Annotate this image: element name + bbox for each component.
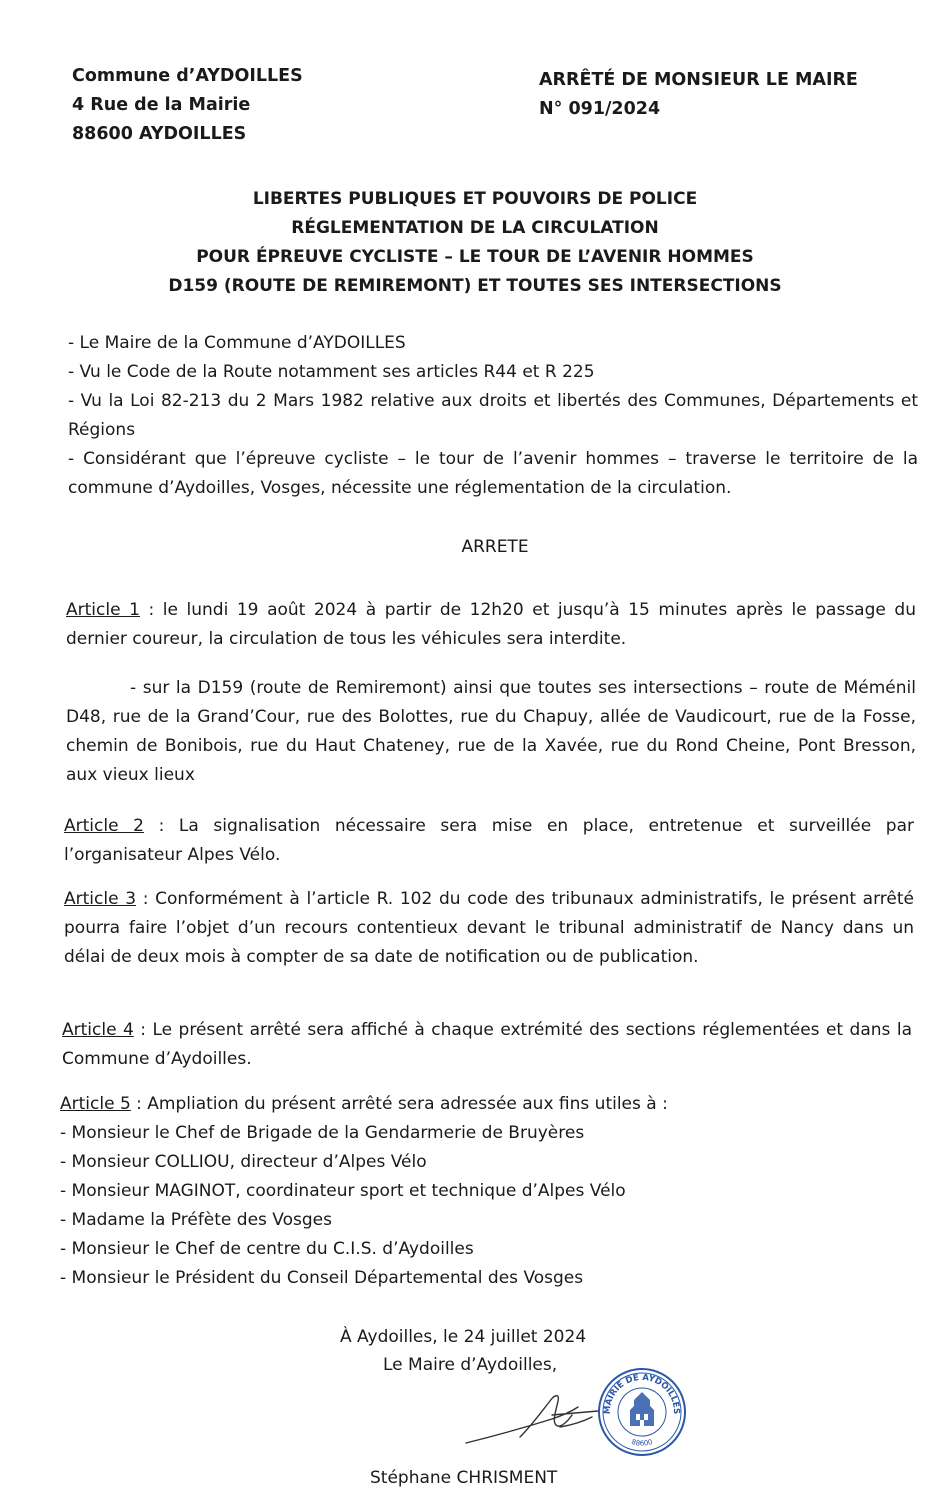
sender-line-commune: Commune d’AYDOILLES — [72, 66, 303, 86]
title-line-4: D159 (ROUTE DE REMIREMONT) ET TOUTES SES INTERSECTIONS — [168, 276, 782, 296]
document-title — [60, 185, 890, 301]
article-1-detail: - sur la D159 (route de Remiremont) ainsi que toutes ses intersections – route de Méménil D48, rue de la Grand’Cour, rue des Bolottes, rue du Chapuy, allée de Vaudicourt, rue de la Fosse, chemin de Bonibois, rue du Haut Chateney, rue de la Xavée, rue du Rond Cheine, Pont Bresson, aux vieux lieux — [66, 678, 916, 785]
article-1-text: : le lundi 19 août 2024 à partir de 12h20 et jusqu’à 15 minutes après le passage du dernier coureur, la circulation de tous les véhicules sera interdite. — [66, 600, 916, 649]
svg-text:88600 — [630, 1438, 653, 1448]
arrete-heading: ARRETE — [461, 537, 529, 557]
article-3 — [64, 885, 914, 972]
place-and-date: À Aydoilles, le 24 juillet 2024 — [340, 1327, 587, 1347]
decree-heading — [539, 66, 858, 124]
recipient-item: - Monsieur MAGINOT, coordinateur sport et technique d’Alpes Vélo — [60, 1181, 626, 1201]
article-3-label: Article 3 — [64, 889, 137, 909]
recipient-item: - Monsieur COLLIOU, directeur d’Alpes Vélo — [60, 1152, 427, 1172]
recipient-item: - Monsieur le Chef de centre du C.I.S. d’Aydoilles — [60, 1239, 474, 1259]
article-5-text: : Ampliation du présent arrêté sera adressée aux fins utiles à : — [130, 1094, 668, 1114]
recipient-item: - Madame la Préfète des Vosges — [60, 1210, 332, 1230]
article-2 — [64, 812, 914, 870]
considerant-item: - Vu le Code de la Route notamment ses articles R44 et R 225 — [68, 362, 595, 382]
article-5 — [60, 1090, 910, 1293]
signatory-name: Stéphane CHRISMENT — [370, 1468, 558, 1488]
article-5-label: Article 5 — [60, 1094, 131, 1114]
sender-address — [72, 62, 303, 149]
official-stamp — [596, 1366, 688, 1458]
decree-heading-title: ARRÊTÉ DE MONSIEUR LE MAIRE — [539, 70, 858, 90]
article-4 — [62, 1016, 912, 1074]
considerant-item: - Considérant que l’épreuve cycliste – le tour de l’avenir hommes – traverse le territoire de la commune d’Aydoilles, Vosges, nécessite une réglementation de la circulation. — [68, 449, 918, 498]
considerant-item: - Le Maire de la Commune d’AYDOILLES — [68, 333, 406, 353]
stamp-top-text: MAIRIE DE AYDOILLES — [602, 1372, 682, 1415]
article-1-label: Article 1 — [66, 600, 140, 620]
title-line-2: RÉGLEMENTATION DE LA CIRCULATION — [291, 218, 659, 238]
title-line-1: LIBERTES PUBLIQUES ET POUVOIRS DE POLICE — [252, 189, 698, 209]
recipient-item: - Monsieur le Président du Conseil Départemental des Vosges — [60, 1268, 584, 1288]
stamp-bottom-text: 88600 — [630, 1437, 654, 1448]
article-1 — [66, 596, 916, 790]
decree-number: N° 091/2024 — [539, 99, 661, 119]
article-3-text: : Conformément à l’article R. 102 du code des tribunaux administratifs, le présent arrêté pourra faire l’objet d’un recours contentieux devant le tribunal administratif de Nancy dans un délai de deux mois à compter de sa date de notification ou de publication. — [64, 889, 914, 967]
article-4-text: : Le présent arrêté sera affiché à chaque extrémité des sections réglementées et dans la Commune d’Aydoilles. — [62, 1020, 912, 1069]
signature-block — [340, 1323, 586, 1379]
sender-line-street: 4 Rue de la Mairie — [72, 95, 251, 115]
article-2-label: Article 2 — [64, 816, 144, 836]
article-4-label: Article 4 — [62, 1020, 134, 1040]
recipient-item: - Monsieur le Chef de Brigade de la Gendarmerie de Bruyères — [60, 1123, 585, 1143]
article-2-text: : La signalisation nécessaire sera mise en place, entretenue et surveillée par l’organisateur Alpes Vélo. — [64, 816, 914, 865]
title-line-3: POUR ÉPREUVE CYCLISTE – LE TOUR DE L’AVENIR HOMMES — [196, 247, 754, 267]
mayor-role: Le Maire d’Aydoilles, — [383, 1355, 558, 1375]
sender-line-city: 88600 AYDOILLES — [72, 124, 247, 144]
considerants — [68, 329, 918, 503]
considerant-item: - Vu la Loi 82-213 du 2 Mars 1982 relative aux droits et libertés des Communes, Départements et Régions — [68, 391, 918, 440]
